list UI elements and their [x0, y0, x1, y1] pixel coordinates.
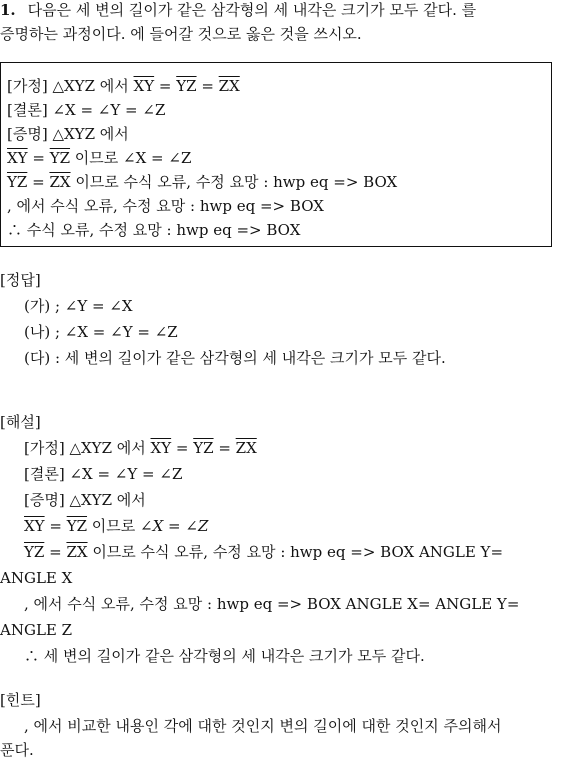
equals-sign: = [44, 543, 67, 561]
equals-sign: = [171, 439, 194, 457]
equals-sign: = [27, 149, 50, 167]
step-2-text: 이므로 수식 오류, 수정 요망 : hwp eq => BOX ANGLE Y= [87, 543, 504, 561]
segment-zx: $\overline{ZX}$ [66, 543, 88, 561]
assumption-label: [가정] △XYZ 에서 [7, 77, 134, 95]
question-line-1 [0, 0, 476, 20]
segment-zx: $\overline{ZX}$ [235, 439, 257, 457]
explanation-header: [해설] [0, 413, 41, 431]
explanation-step-3-cont: ANGLE Z [0, 621, 73, 639]
proof-step-1 [7, 148, 191, 168]
explanation-therefore: ∴ 세 변의 길이가 같은 삼각형의 세 내각은 크기가 모두 같다. [24, 647, 425, 665]
segment-yz: $\overline{YZ}$ [7, 173, 28, 191]
assumption-label: [가정] △XYZ 에서 [24, 439, 151, 457]
proof-step-3: , 에서 수식 오류, 수정 요망 : hwp eq => BOX [7, 197, 324, 215]
explanation-conclusion: [결론] ∠X = ∠Y = ∠Z [24, 465, 183, 483]
step-2-text: 이므로 수식 오류, 수정 요망 : hwp eq => BOX [70, 173, 398, 191]
hint-line-1: , 에서 비교한 내용인 각에 대한 것인지 변의 길이에 대한 것인지 주의해서 [24, 717, 502, 735]
proof-box [0, 62, 552, 247]
equals-sign: = [154, 77, 177, 95]
answer-na: (나) ; ∠X = ∠Y = ∠Z [24, 323, 178, 341]
answer-ga: (가) ; ∠Y = ∠X [24, 297, 133, 315]
hint-line-2: 푼다. [0, 741, 34, 759]
question-number: 1. [0, 1, 16, 19]
explanation-step-2-cont: ANGLE X [0, 569, 73, 587]
equals-sign: = [27, 173, 50, 191]
explanation-assumption [24, 438, 257, 458]
segment-xy: $\overline{XY}$ [7, 149, 28, 167]
explanation-step-1 [24, 516, 208, 536]
answer-header: [정답] [0, 271, 41, 289]
question-text-1: 다음은 세 변의 길이가 같은 삼각형의 세 내각은 크기가 모두 같다. 를 [27, 1, 477, 19]
explanation-step-2 [24, 542, 503, 562]
step-1-text: 이므로 ∠X = ∠Z [70, 149, 192, 167]
proof-conclusion: [결론] ∠X = ∠Y = ∠Z [7, 101, 166, 119]
segment-yz: $\overline{YZ}$ [49, 149, 71, 167]
equals-sign: = [44, 517, 67, 535]
equals-sign: = [213, 439, 236, 457]
explanation-proof-start: [증명] △XYZ 에서 [24, 491, 146, 509]
proof-start: [증명] △XYZ 에서 [7, 125, 129, 143]
proof-assumption [7, 76, 240, 96]
proof-therefore: ∴ 수식 오류, 수정 요망 : hwp eq => BOX [7, 221, 301, 239]
segment-xy: $\overline{XY}$ [150, 439, 172, 457]
segment-yz: $\overline{YZ}$ [66, 517, 88, 535]
angle-equation: ∠X = ∠Z [140, 517, 209, 535]
answer-da: (다) : 세 변의 길이가 같은 삼각형의 세 내각은 크기가 모두 같다. [24, 349, 446, 367]
hint-header: [힌트] [0, 691, 41, 709]
segment-yz: $\overline{YZ}$ [193, 439, 214, 457]
explanation-step-3: , 에서 수식 오류, 수정 요망 : hwp eq => BOX ANGLE X= ANGLE Y= [24, 595, 520, 613]
segment-yz: $\overline{YZ}$ [176, 77, 197, 95]
proof-step-2 [7, 172, 397, 192]
step-1-text: 이므로 [87, 517, 141, 535]
segment-xy: $\overline{XY}$ [24, 517, 45, 535]
segment-zx: $\overline{ZX}$ [218, 77, 240, 95]
segment-yz: $\overline{YZ}$ [24, 543, 45, 561]
segment-xy: $\overline{XY}$ [133, 77, 155, 95]
equals-sign: = [196, 77, 219, 95]
segment-zx: $\overline{ZX}$ [49, 173, 71, 191]
question-line-2: 증명하는 과정이다. 에 들어갈 것으로 옳은 것을 쓰시오. [0, 25, 362, 43]
